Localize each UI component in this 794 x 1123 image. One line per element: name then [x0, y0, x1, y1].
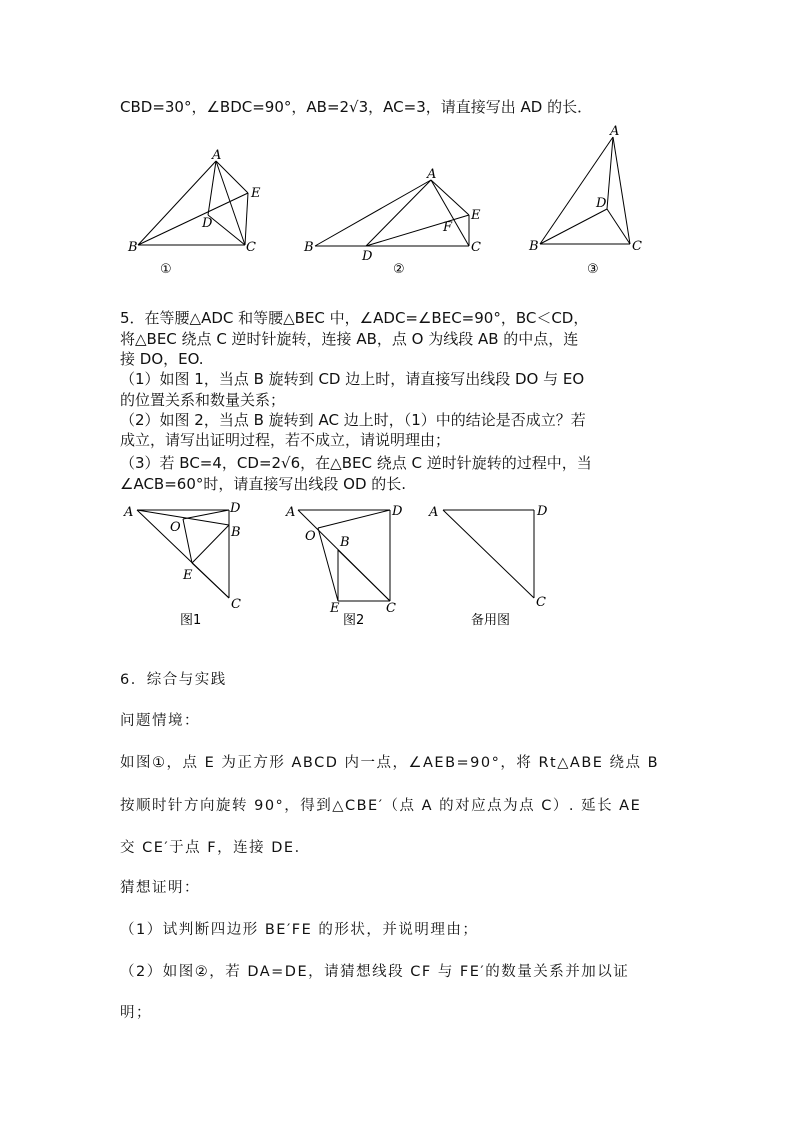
label-E: E: [183, 568, 193, 583]
label-C: C: [471, 240, 481, 255]
p5-figure-1: [120, 498, 260, 633]
label-A: A: [427, 167, 437, 182]
label-A: A: [610, 124, 620, 139]
problem5-line: 成立，请写出证明过程，若不成立，请说明理由；: [120, 431, 451, 449]
problem6-conjecture-heading: 猜想证明：: [120, 880, 200, 896]
figure-caption: ①: [160, 262, 172, 277]
problem6-paragraph: 如图①，点 E 为正方形 ABCD 内一点，∠AEB=90°，将 Rt△ABE 绕点 B: [120, 755, 660, 771]
label-C: C: [386, 601, 396, 616]
label-B: B: [128, 240, 138, 255]
label-C: C: [231, 597, 241, 612]
label-E: E: [330, 601, 340, 616]
label-O: O: [170, 520, 181, 535]
problem6-question-2-cont: 明；: [120, 1005, 152, 1021]
label-E: E: [471, 208, 481, 223]
p4-figure-2: [300, 165, 500, 275]
label-E: E: [251, 186, 261, 201]
label-A: A: [124, 505, 134, 520]
label-O: O: [305, 529, 316, 544]
label-B: B: [231, 525, 241, 540]
problem6-paragraph: 按顺时针方向旋转 90°，得到△CBE′（点 A 的对应点为点 C）. 延长 AE: [120, 798, 642, 814]
problem6-question-2: （2）如图②，若 DA=DE，请猜想线段 CF 与 FE′的数量关系并加以证: [120, 964, 630, 980]
problem5-line: （1）如图 1，当点 B 旋转到 CD 边上时，请直接写出线段 DO 与 EO: [120, 370, 585, 388]
p5-figure-3: [425, 498, 565, 633]
label-D: D: [392, 504, 403, 519]
label-B: B: [340, 535, 350, 550]
figure-caption: ②: [393, 262, 405, 277]
label-A: A: [429, 505, 439, 520]
label-C: C: [536, 595, 546, 610]
problem5-line: 的位置关系和数量关系；: [120, 391, 286, 409]
p4-figure-3: [520, 122, 660, 277]
label-D: D: [202, 216, 213, 231]
figure-caption: 图1: [180, 613, 202, 628]
label-B: B: [304, 240, 314, 255]
p5-figure-2: [280, 498, 420, 633]
figure-caption: ③: [587, 262, 599, 277]
label-C: C: [632, 239, 642, 254]
problem6-question-1: （1）试判断四边形 BE′FE 的形状，并说明理由；: [120, 922, 479, 938]
problem6-paragraph: 交 CE′于点 F，连接 DE．: [120, 840, 311, 856]
problem5-line: 将△BEC 绕点 C 逆时针旋转，连接 AB，点 O 为线段 AB 的中点，连: [120, 330, 579, 348]
problem5-line: 接 DO，EO.: [120, 350, 204, 368]
figure-caption: 图2: [343, 613, 365, 628]
problem6-situation-heading: 问题情境：: [120, 713, 200, 729]
label-A: A: [212, 148, 222, 163]
problem5-line: 5．在等腰△ADC 和等腰△BEC 中，∠ADC=∠BEC=90°，BC＜CD，: [120, 309, 589, 327]
label-F: F: [443, 220, 453, 235]
label-D: D: [230, 501, 241, 516]
label-D: D: [362, 249, 373, 264]
problem5-line: （2）如图 2，当点 B 旋转到 AC 边上时，（1）中的结论是否成立？若: [120, 411, 586, 429]
label-A: A: [286, 505, 296, 520]
problem6-title: 6．综合与实践: [120, 672, 227, 688]
problem5-line: （3）若 BC=4，CD=2√6，在△BEC 绕点 C 逆时针旋转的过程中，当: [120, 454, 592, 472]
label-B: B: [529, 239, 539, 254]
label-D: D: [596, 196, 607, 211]
problem4-text: CBD=30°，∠BDC=90°，AB=2√3，AC=3，请直接写出 AD 的长．: [120, 98, 593, 116]
problem5-line: ∠ACB=60°时，请直接写出线段 OD 的长.: [120, 475, 407, 493]
label-D: D: [537, 504, 548, 519]
p4-figure-1: [120, 145, 280, 275]
label-C: C: [246, 240, 256, 255]
figure-caption: 备用图: [471, 613, 511, 628]
